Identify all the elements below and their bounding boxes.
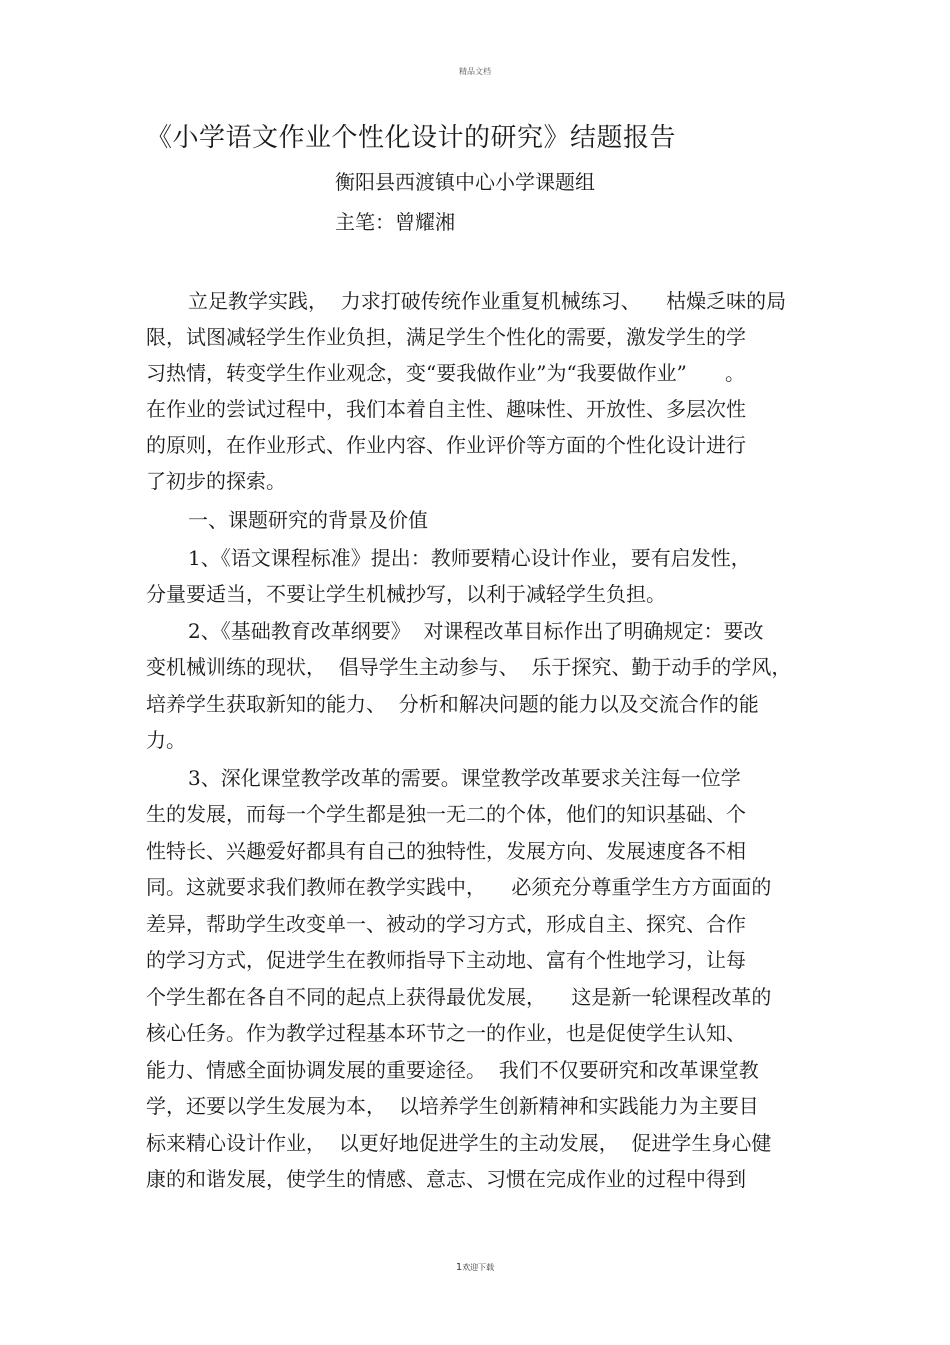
- body-line: 变机械训练的现状， 倡导学生主动参与、 乐于探究、勤于动手的学风，: [146, 655, 792, 679]
- body-line: 同。这就要求我们教师在教学实践中， 必须充分尊重学生方方面面的: [146, 875, 772, 899]
- page-footer: [0, 1262, 950, 1273]
- body-line: 学，还要以学生发展为本， 以培养学生创新精神和实践能力为主要目: [146, 1094, 759, 1118]
- body-line: 核心任务。作为教学过程基本环节之一的作业，也是促使学生认知、: [146, 1021, 746, 1045]
- body-line: 1、《语文课程标准》提出：教师要精心设计作业，要有启发性，: [188, 546, 751, 570]
- body-line: 立足教学实践， 力求打破传统作业重复机械练习、 枯燥乏味的局: [188, 289, 787, 313]
- body-line: 力。: [146, 728, 186, 752]
- body-line: 生的发展，而每一个学生都是独一无二的个体，他们的知识基础、个: [146, 802, 746, 826]
- header-watermark: 精品文档: [459, 67, 491, 76]
- organization-line: 衡阳县西渡镇中心小学课题组: [335, 170, 595, 194]
- body-line: 差异，帮助学生改变单一、被动的学习方式，形成自主、探究、合作: [146, 912, 746, 936]
- body-line: 培养学生获取新知的能力、 分析和解决问题的能力以及交流合作的能: [146, 692, 759, 716]
- body-line: 了初步的探索。: [146, 469, 286, 493]
- body-line: 标来精心设计作业， 以更好地促进学生的主动发展， 促进学生身心健: [146, 1131, 772, 1155]
- body-line: 康的和谐发展，使学生的情感、意志、习惯在完成作业的过程中得到: [146, 1167, 746, 1191]
- body-line: 3、深化课堂教学改革的需要。课堂教学改革要求关注每一位学: [188, 766, 741, 790]
- body-line: 的原则，在作业形式、作业内容、作业评价等方面的个性化设计进行: [146, 433, 746, 457]
- body-line: 的学习方式，促进学生在教师指导下主动地、富有个性地学习，让每: [146, 948, 746, 972]
- author-line: 主笔：曾耀湘: [335, 210, 455, 234]
- body-line: 能力、情感全面协调发展的重要途径。 我们不仅要研究和改革课堂教: [146, 1058, 759, 1082]
- document-title: 《小学语文作业个性化设计的研究》结题报告: [146, 123, 677, 153]
- body-line: 限，试图减轻学生作业负担，满足学生个性化的需要，激发学生的学: [146, 325, 746, 349]
- page-number: 1: [455, 1262, 463, 1273]
- body-line: 习热情，转变学生作业观念，变“要我做作业”为“我要做作业” 。: [146, 361, 746, 385]
- body-line: 分量要适当，不要让学生机械抄写，以利于减轻学生负担。: [146, 582, 666, 606]
- section-heading: 一、课题研究的背景及价值: [188, 508, 428, 532]
- footer-text: 欢迎下载: [462, 1263, 495, 1272]
- body-line: 在作业的尝试过程中，我们本着自主性、趣味性、开放性、多层次性: [146, 397, 746, 421]
- body-line: 个学生都在各自不同的起点上获得最优发展， 这是新一轮课程改革的: [146, 985, 772, 1009]
- body-line: 2、《基础教育改革纲要》 对课程改革目标作出了明确规定：要改: [188, 619, 764, 643]
- body-line: 性特长、兴趣爱好都具有自己的独特性，发展方向、发展速度各不相: [146, 839, 746, 863]
